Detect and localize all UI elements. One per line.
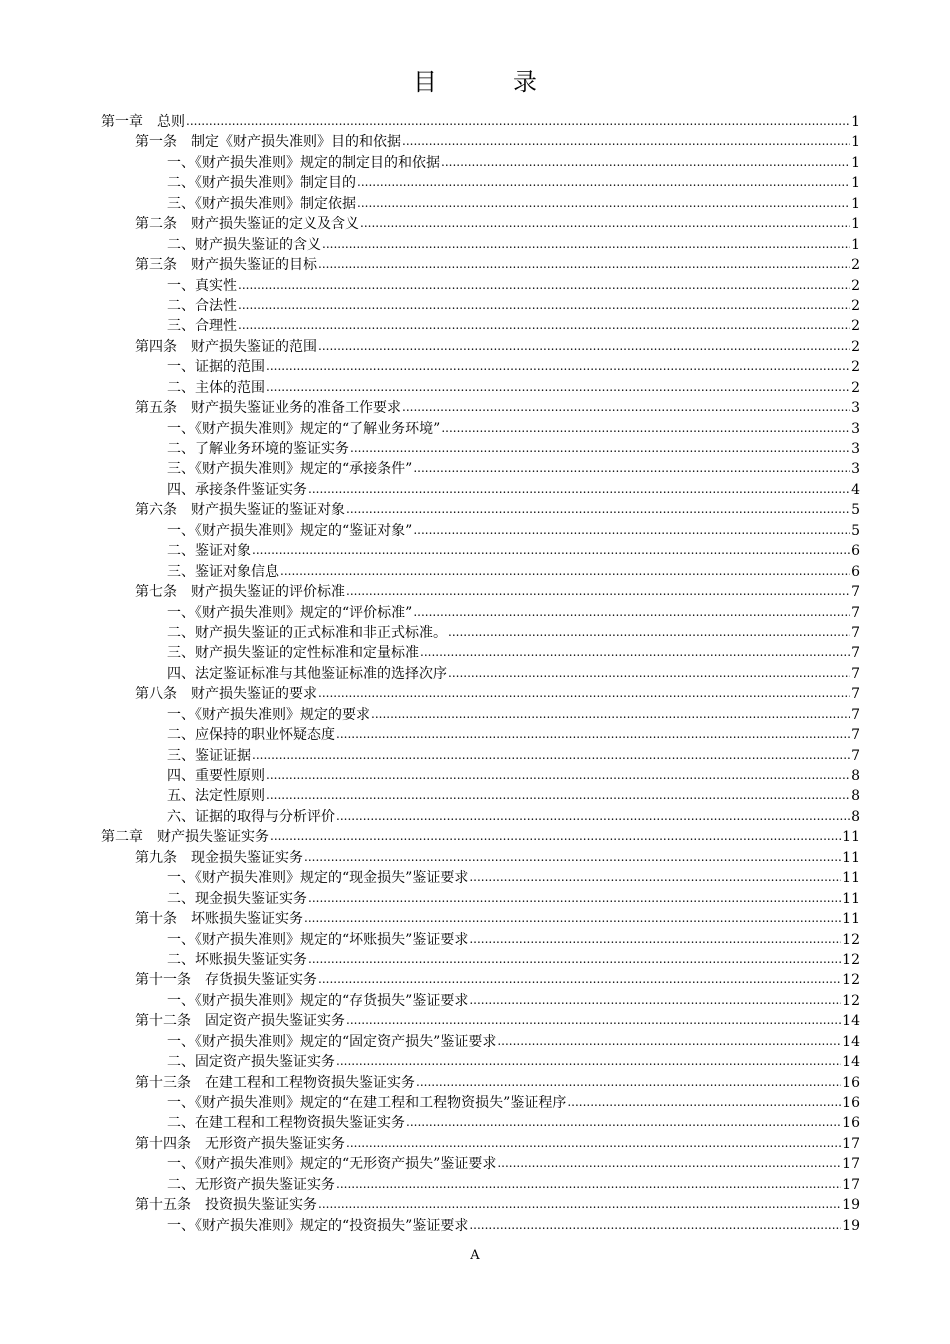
toc-entry-page-number: 17 bbox=[842, 1156, 860, 1173]
toc-dot-leader bbox=[346, 1133, 841, 1153]
toc-entry-label: 二、合法性 bbox=[167, 297, 237, 314]
toc-entry[interactable] bbox=[101, 316, 860, 336]
toc-dot-leader bbox=[238, 315, 850, 335]
toc-entry-label: 第三条 财产损失鉴证的目标 bbox=[135, 257, 317, 274]
toc-entry[interactable] bbox=[101, 296, 860, 316]
toc-dot-leader bbox=[346, 1010, 841, 1030]
toc-entry[interactable] bbox=[101, 562, 860, 582]
toc-entry-page-number: 11 bbox=[842, 911, 860, 928]
toc-dot-leader bbox=[350, 438, 850, 458]
toc-entry-page-number: 7 bbox=[851, 706, 860, 723]
toc-entry-label: 一、《财产损失准则》规定的“现金损失”鉴证要求 bbox=[167, 870, 469, 887]
toc-entry-label: 一、《财产损失准则》规定的“在建工程和工程物资损失”鉴证程序 bbox=[167, 1095, 567, 1111]
toc-entry-label: 二、主体的范围 bbox=[167, 379, 265, 396]
toc-entry-page-number: 2 bbox=[851, 318, 860, 335]
toc-dot-leader bbox=[270, 826, 841, 846]
toc-entry[interactable] bbox=[101, 255, 860, 275]
toc-entry[interactable] bbox=[101, 112, 860, 132]
toc-entry-label: 三、鉴证证据 bbox=[167, 747, 251, 764]
toc-entry[interactable] bbox=[101, 684, 860, 704]
toc-entry[interactable] bbox=[101, 153, 860, 173]
toc-dot-leader bbox=[497, 1031, 841, 1051]
toc-entry-page-number: 2 bbox=[851, 277, 860, 294]
toc-entry-page-number: 11 bbox=[842, 870, 860, 887]
toc-entry[interactable] bbox=[101, 766, 860, 786]
toc-entry-page-number: 7 bbox=[851, 686, 860, 703]
toc-entry[interactable] bbox=[101, 643, 860, 663]
toc-dot-leader bbox=[186, 111, 850, 131]
toc-entry-page-number: 6 bbox=[851, 563, 860, 580]
toc-entry-label: 三、鉴证对象信息 bbox=[167, 563, 279, 580]
toc-entry-label: 三、《财产损失准则》规定的“承接条件” bbox=[167, 461, 413, 478]
toc-dot-leader bbox=[266, 377, 850, 397]
toc-entry-label: 一、《财产损失准则》规定的制定目的和依据 bbox=[167, 154, 440, 171]
toc-entry-page-number: 7 bbox=[851, 624, 860, 641]
toc-entry[interactable] bbox=[101, 909, 860, 929]
toc-entry-page-number: 7 bbox=[851, 665, 860, 682]
toc-entry-page-number: 19 bbox=[842, 1217, 860, 1234]
toc-entry-label: 四、承接条件鉴证实务 bbox=[167, 481, 307, 498]
toc-entry[interactable] bbox=[101, 194, 860, 214]
toc-dot-leader bbox=[402, 131, 850, 151]
toc-entry-label: 二、应保持的职业怀疑态度 bbox=[167, 727, 335, 744]
toc-entry-page-number: 11 bbox=[842, 849, 860, 866]
toc-entry-label: 六、证据的取得与分析评价 bbox=[167, 808, 335, 825]
toc-entry[interactable] bbox=[101, 950, 860, 970]
toc-entry[interactable] bbox=[101, 582, 860, 602]
toc-entry[interactable] bbox=[101, 1154, 860, 1174]
toc-entry-page-number: 7 bbox=[851, 727, 860, 744]
toc-entry[interactable] bbox=[101, 827, 860, 847]
toc-entry-label: 第十一条 存货损失鉴证实务 bbox=[135, 972, 317, 989]
toc-entry-label: 一、《财产损失准则》规定的“了解业务环境” bbox=[167, 420, 441, 437]
toc-entry-label: 三、财产损失鉴证的定性标准和定量标准 bbox=[167, 645, 419, 662]
toc-entry[interactable] bbox=[101, 970, 860, 990]
toc-entry-label: 三、《财产损失准则》制定依据 bbox=[167, 195, 356, 212]
toc-entry-page-number: 3 bbox=[851, 400, 860, 417]
toc-entry-page-number: 14 bbox=[842, 1013, 860, 1030]
toc-dot-leader bbox=[252, 540, 850, 560]
toc-entry-page-number: 7 bbox=[851, 604, 860, 621]
toc-dot-leader bbox=[336, 724, 850, 744]
toc-dot-leader bbox=[441, 418, 850, 438]
toc-entry-label: 第二条 财产损失鉴证的定义及含义 bbox=[135, 216, 359, 233]
toc-entry-page-number: 14 bbox=[842, 1054, 860, 1071]
toc-entry-label: 第六条 财产损失鉴证的鉴证对象 bbox=[135, 502, 345, 519]
toc-dot-leader bbox=[469, 1215, 841, 1235]
toc-entry-page-number: 3 bbox=[851, 461, 860, 478]
toc-entry-page-number: 7 bbox=[851, 584, 860, 601]
toc-dot-leader bbox=[413, 602, 850, 622]
toc-dot-leader bbox=[308, 949, 841, 969]
toc-dot-leader bbox=[406, 1112, 841, 1132]
toc-entry-label: 第一条 制定《财产损失准则》目的和依据 bbox=[135, 134, 401, 151]
toc-entry-page-number: 16 bbox=[842, 1095, 860, 1111]
toc-entry[interactable] bbox=[101, 276, 860, 296]
toc-entry[interactable] bbox=[101, 541, 860, 561]
toc-entry[interactable] bbox=[101, 337, 860, 357]
toc-dot-leader bbox=[308, 479, 850, 499]
toc-entry-label: 二、鉴证对象 bbox=[167, 543, 251, 560]
toc-dot-leader bbox=[252, 745, 850, 765]
toc-entry[interactable] bbox=[101, 1032, 860, 1052]
toc-entry-page-number: 3 bbox=[851, 420, 860, 437]
toc-entry[interactable] bbox=[101, 357, 860, 377]
toc-entry-page-number: 2 bbox=[851, 359, 860, 376]
toc-dot-leader bbox=[322, 234, 850, 254]
toc-entry-label: 一、真实性 bbox=[167, 277, 237, 294]
toc-entry-page-number: 4 bbox=[851, 481, 860, 498]
toc-entry-label: 第二章 财产损失鉴证实务 bbox=[101, 829, 269, 846]
toc-dot-leader bbox=[357, 172, 850, 192]
toc-entry-page-number: 16 bbox=[842, 1074, 860, 1091]
toc-entry[interactable] bbox=[101, 664, 860, 684]
toc-dot-leader bbox=[318, 254, 850, 274]
toc-entry[interactable] bbox=[101, 868, 860, 888]
toc-dot-leader bbox=[420, 642, 850, 662]
toc-entry-label: 第九条 现金损失鉴证实务 bbox=[135, 849, 303, 866]
toc-entry[interactable] bbox=[101, 378, 860, 398]
toc-entry-page-number: 1 bbox=[851, 195, 860, 212]
toc-entry[interactable] bbox=[101, 1113, 860, 1133]
toc-dot-leader bbox=[413, 520, 850, 540]
page-footer: A bbox=[470, 1248, 480, 1263]
toc-entry-label: 一、《财产损失准则》规定的“投资损失”鉴证要求 bbox=[167, 1217, 469, 1234]
toc-entry-page-number: 12 bbox=[842, 992, 860, 1009]
toc-entry-page-number: 11 bbox=[842, 890, 860, 907]
toc-entry-page-number: 2 bbox=[851, 257, 860, 274]
toc-entry-label: 二、坏账损失鉴证实务 bbox=[167, 951, 307, 968]
toc-entry-page-number: 19 bbox=[842, 1197, 860, 1214]
toc-entry-page-number: 5 bbox=[851, 522, 860, 539]
toc-entry-label: 第十四条 无形资产损失鉴证实务 bbox=[135, 1135, 345, 1152]
toc-dot-leader bbox=[360, 213, 850, 233]
toc-dot-leader bbox=[266, 765, 850, 785]
toc-entry[interactable] bbox=[101, 132, 860, 152]
toc-dot-leader bbox=[413, 458, 850, 478]
toc-entry-label: 二、固定资产损失鉴证实务 bbox=[167, 1054, 335, 1071]
toc-entry[interactable] bbox=[101, 1134, 860, 1154]
toc-entry-page-number: 1 bbox=[851, 154, 860, 171]
toc-entry-page-number: 8 bbox=[851, 768, 860, 784]
toc-entry-page-number: 1 bbox=[851, 216, 860, 233]
toc-dot-leader bbox=[469, 867, 841, 887]
toc-entry-page-number: 12 bbox=[842, 972, 860, 989]
toc-entry-page-number: 8 bbox=[851, 808, 860, 825]
toc-entry-label: 一、《财产损失准则》规定的“无形资产损失”鉴证要求 bbox=[167, 1156, 497, 1173]
toc-entry[interactable] bbox=[101, 459, 860, 479]
toc-entry-label: 二、《财产损失准则》制定目的 bbox=[167, 175, 356, 192]
toc-entry-page-number: 2 bbox=[851, 297, 860, 314]
toc-entry[interactable] bbox=[101, 725, 860, 745]
toc-entry[interactable] bbox=[101, 173, 860, 193]
toc-dot-leader bbox=[441, 152, 850, 172]
toc-entry[interactable] bbox=[101, 930, 860, 950]
toc-entry-page-number: 3 bbox=[851, 441, 860, 457]
toc-entry-page-number: 14 bbox=[842, 1033, 860, 1050]
toc-entry[interactable] bbox=[101, 419, 860, 439]
toc-dot-leader bbox=[336, 1051, 841, 1071]
toc-dot-leader bbox=[318, 683, 850, 703]
toc-entry-page-number: 1 bbox=[851, 236, 860, 253]
toc-entry[interactable] bbox=[101, 1195, 860, 1215]
toc-entry[interactable] bbox=[101, 623, 860, 643]
toc-entry[interactable] bbox=[101, 235, 860, 255]
toc-dot-leader bbox=[318, 1194, 841, 1214]
toc-entry[interactable] bbox=[101, 214, 860, 234]
toc-entry[interactable] bbox=[101, 1052, 860, 1072]
toc-entry-page-number: 2 bbox=[851, 338, 860, 355]
toc-entry[interactable] bbox=[101, 1216, 860, 1236]
toc-entry-page-number: 2 bbox=[851, 379, 860, 396]
toc-entry[interactable] bbox=[101, 848, 860, 868]
toc-entry-label: 四、法定鉴证标准与其他鉴证标准的选择次序 bbox=[167, 665, 447, 682]
toc-entry[interactable] bbox=[101, 500, 860, 520]
toc-entry[interactable] bbox=[101, 398, 860, 418]
toc-entry-label: 一、《财产损失准则》规定的“鉴证对象” bbox=[167, 522, 413, 539]
toc-entry[interactable] bbox=[101, 1073, 860, 1093]
toc-entry-label: 二、在建工程和工程物资损失鉴证实务 bbox=[167, 1115, 405, 1132]
toc-entry[interactable] bbox=[101, 603, 860, 623]
toc-entry-label: 一、证据的范围 bbox=[167, 359, 265, 376]
toc-entry-label: 第八条 财产损失鉴证的要求 bbox=[135, 686, 317, 703]
toc-entry-label: 一、《财产损失准则》规定的“评价标准” bbox=[167, 604, 413, 621]
toc-entry[interactable] bbox=[101, 439, 860, 459]
toc-entry-label: 三、合理性 bbox=[167, 318, 237, 335]
toc-entry-label: 一、《财产损失准则》规定的要求 bbox=[167, 706, 370, 723]
toc-entry-label: 二、了解业务环境的鉴证实务 bbox=[167, 441, 349, 457]
toc-dot-leader bbox=[308, 888, 841, 908]
toc-dot-leader bbox=[416, 1072, 841, 1092]
toc-entry[interactable] bbox=[101, 705, 860, 725]
toc-entry-page-number: 11 bbox=[842, 829, 860, 846]
toc-entry[interactable] bbox=[101, 1093, 860, 1113]
toc-entry-page-number: 7 bbox=[851, 645, 860, 662]
toc-entry-page-number: 1 bbox=[851, 114, 860, 130]
toc-entry-label: 二、现金损失鉴证实务 bbox=[167, 890, 307, 907]
toc-dot-leader bbox=[266, 785, 850, 805]
toc-entry-label: 四、重要性原则 bbox=[167, 768, 265, 784]
toc-dot-leader bbox=[402, 397, 850, 417]
toc-entry[interactable] bbox=[101, 480, 860, 500]
toc-entry[interactable] bbox=[101, 1011, 860, 1031]
toc-entry-label: 二、无形资产损失鉴证实务 bbox=[167, 1176, 335, 1193]
toc-dot-leader bbox=[304, 847, 841, 867]
toc-entry-page-number: 12 bbox=[842, 931, 860, 948]
toc-entry-label: 第十二条 固定资产损失鉴证实务 bbox=[135, 1013, 345, 1030]
toc-dot-leader bbox=[371, 704, 850, 724]
toc-entry-page-number: 16 bbox=[842, 1115, 860, 1132]
toc-entry-page-number: 17 bbox=[842, 1176, 860, 1193]
toc-entry-label: 第一章 总则 bbox=[101, 114, 185, 130]
toc-dot-leader bbox=[318, 969, 841, 989]
toc-entry[interactable] bbox=[101, 786, 860, 806]
toc-entry-label: 第五条 财产损失鉴证业务的准备工作要求 bbox=[135, 400, 401, 417]
toc-entry-label: 一、《财产损失准则》规定的“存货损失”鉴证要求 bbox=[167, 992, 469, 1009]
toc-entry-page-number: 12 bbox=[842, 951, 860, 968]
toc-dot-leader bbox=[497, 1153, 841, 1173]
toc-entry-label: 二、财产损失鉴证的含义 bbox=[167, 236, 321, 253]
toc-dot-leader bbox=[469, 929, 841, 949]
document-title: 目 录 bbox=[413, 68, 563, 96]
toc-entry-page-number: 1 bbox=[851, 134, 860, 151]
toc-dot-leader bbox=[336, 1174, 841, 1194]
toc-entry[interactable] bbox=[101, 746, 860, 766]
toc-entry-label: 第十五条 投资损失鉴证实务 bbox=[135, 1197, 317, 1214]
toc-dot-leader bbox=[318, 336, 850, 356]
toc-dot-leader bbox=[567, 1092, 841, 1112]
toc-dot-leader bbox=[238, 275, 850, 295]
toc-entry[interactable] bbox=[101, 991, 860, 1011]
toc-entry[interactable] bbox=[101, 807, 860, 827]
toc-dot-leader bbox=[266, 356, 850, 376]
toc-entry-page-number: 17 bbox=[842, 1135, 860, 1152]
toc-entry-page-number: 5 bbox=[851, 502, 860, 519]
toc-dot-leader bbox=[304, 908, 841, 928]
toc-dot-leader bbox=[280, 561, 850, 581]
toc-entry-label: 五、法定性原则 bbox=[167, 788, 265, 805]
toc-entry-label: 第四条 财产损失鉴证的范围 bbox=[135, 338, 317, 355]
toc-dot-leader bbox=[336, 806, 850, 826]
toc-dot-leader bbox=[357, 193, 850, 213]
toc-entry-page-number: 7 bbox=[851, 747, 860, 764]
toc-entry-page-number: 8 bbox=[851, 788, 860, 805]
toc-entry[interactable] bbox=[101, 521, 860, 541]
toc-entry-label: 一、《财产损失准则》规定的“坏账损失”鉴证要求 bbox=[167, 931, 469, 948]
toc-entry-label: 第十条 坏账损失鉴证实务 bbox=[135, 911, 303, 928]
toc-entry-page-number: 1 bbox=[851, 175, 860, 192]
toc-entry-label: 第十三条 在建工程和工程物资损失鉴证实务 bbox=[135, 1074, 415, 1091]
toc-entry[interactable] bbox=[101, 889, 860, 909]
table-of-contents bbox=[101, 112, 860, 1236]
toc-entry-page-number: 6 bbox=[851, 543, 860, 560]
toc-dot-leader bbox=[238, 295, 850, 315]
toc-entry-label: 第七条 财产损失鉴证的评价标准 bbox=[135, 584, 345, 601]
toc-dot-leader bbox=[448, 622, 850, 642]
toc-entry-label: 一、《财产损失准则》规定的“固定资产损失”鉴证要求 bbox=[167, 1033, 497, 1050]
toc-dot-leader bbox=[448, 663, 850, 683]
toc-dot-leader bbox=[346, 499, 850, 519]
toc-entry-label: 二、财产损失鉴证的正式标准和非正式标准。 bbox=[167, 624, 447, 641]
toc-dot-leader bbox=[346, 581, 850, 601]
toc-dot-leader bbox=[469, 990, 841, 1010]
toc-entry[interactable] bbox=[101, 1175, 860, 1195]
